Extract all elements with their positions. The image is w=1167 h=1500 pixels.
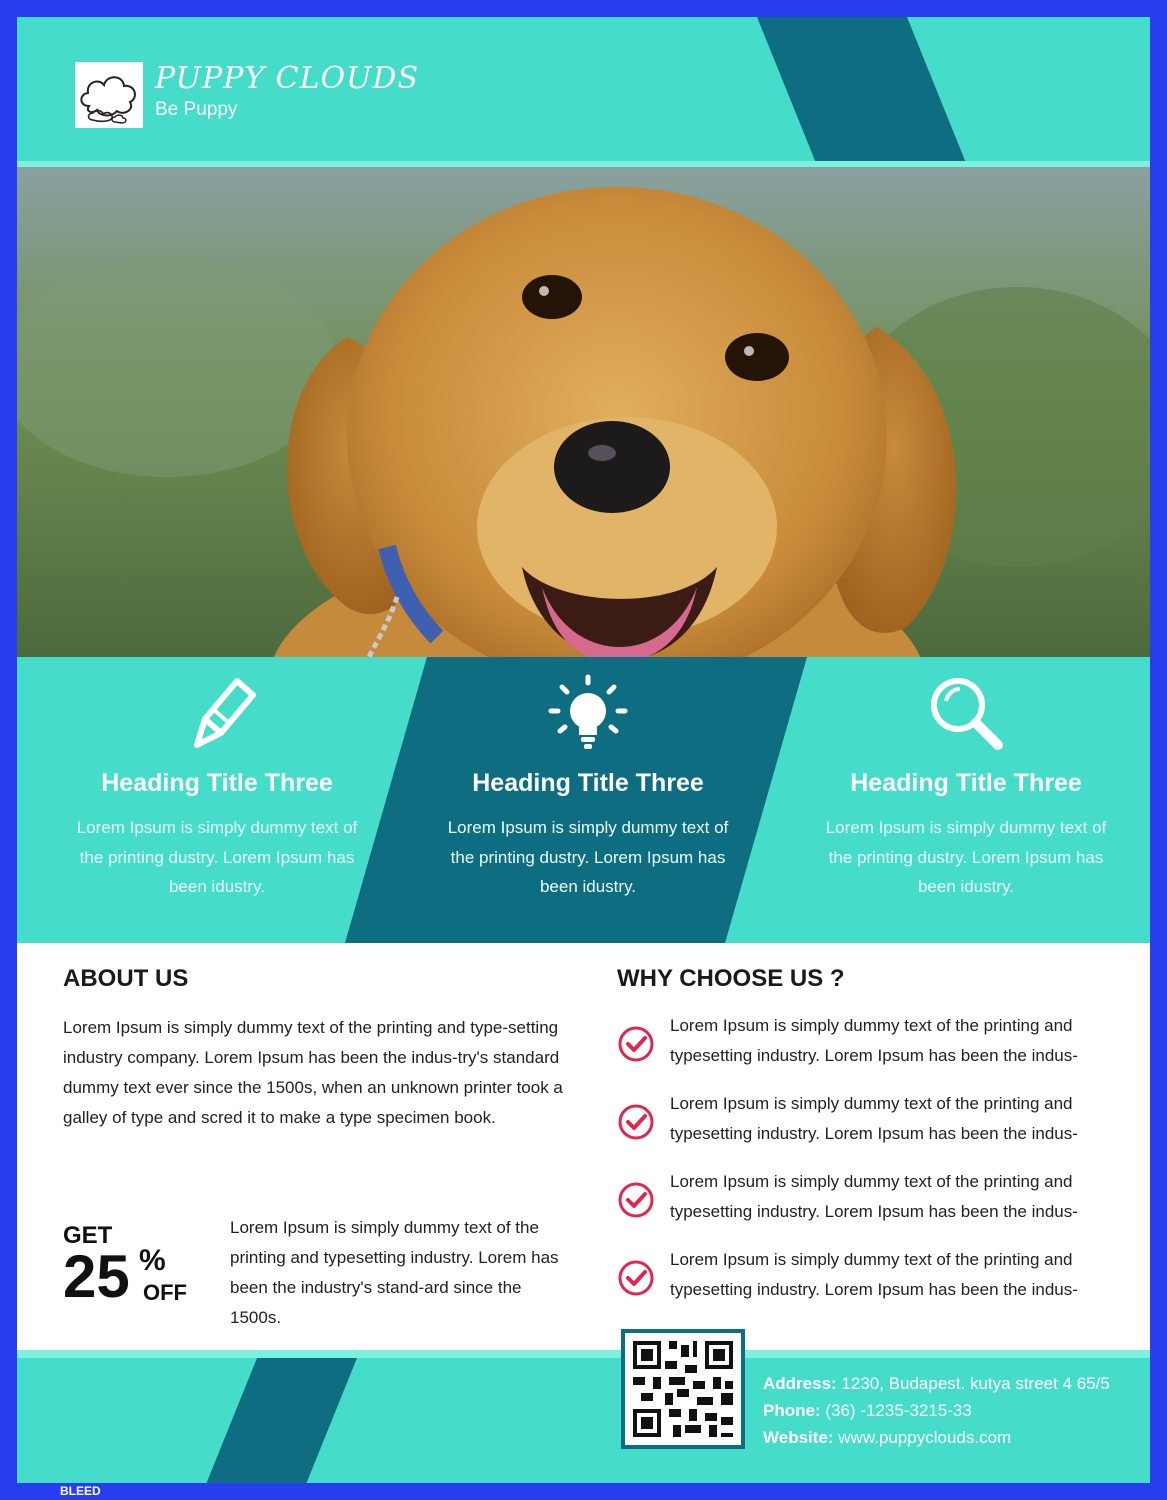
why-item-text: Lorem Ipsum is simply dummy text of the printing and typesetting industry. Lorem Ipsum has been the indus- [670, 1172, 1078, 1221]
why-item [617, 1173, 1127, 1235]
phone-label: Phone: [763, 1401, 821, 1420]
feature-band [17, 657, 1150, 943]
why-item-text: Lorem Ipsum is simply dummy text of the printing and typesetting industry. Lorem Ipsum has been the indus- [670, 1094, 1078, 1143]
check-circle-icon [617, 1181, 655, 1219]
discount-badge [63, 1222, 213, 1322]
contact-info [763, 1370, 1110, 1451]
feature-card [37, 657, 397, 943]
magnifier-icon [926, 673, 1006, 753]
contact-address [763, 1370, 1110, 1397]
feature-title: Heading Title Three [101, 769, 333, 797]
about-text: Lorem Ipsum is simply dummy text of the printing and type-setting industry company. Lorem Ipsum has been the indus-try's standard dummy text ever since the 1500s, when an unknown printer took a galley of type and scred it to make a type specimen book. [63, 1018, 563, 1127]
feature-title: Heading Title Three [472, 769, 704, 797]
check-circle-icon [617, 1259, 655, 1297]
pencil-icon [177, 673, 257, 753]
puppy-photo-icon [17, 167, 1150, 657]
promo-text: Lorem Ipsum is simply dummy text of the printing and typesetting industry. Lorem has been the industry's stand-ard since the 1500s. [230, 1218, 559, 1327]
header [17, 17, 1150, 167]
address-label: Address: [763, 1374, 837, 1393]
website-link[interactable]: www.puppyclouds.com [838, 1428, 1012, 1447]
check-circle-icon [617, 1025, 655, 1063]
footer-line [17, 1350, 1150, 1358]
discount-value: 25 [63, 1243, 130, 1310]
cloud-logo-icon [75, 62, 143, 128]
phone-value[interactable]: (36) -1235-3215-33 [825, 1401, 972, 1420]
feature-text: Lorem Ipsum is simply dummy text of the printing dustry. Lorem Ipsum has been idustry. [825, 818, 1107, 896]
lightbulb-icon [548, 673, 628, 753]
feature-text: Lorem Ipsum is simply dummy text of the printing dustry. Lorem Ipsum has been idustry. [447, 818, 729, 896]
check-circle-icon [617, 1103, 655, 1141]
discount-percent: % [139, 1244, 166, 1277]
header-stripe [757, 17, 965, 161]
footer-stripe [204, 1358, 357, 1483]
bleed-label: BLEED [60, 1484, 101, 1498]
hero-photo [17, 167, 1150, 657]
why-item [617, 1017, 1127, 1079]
brand-tagline: Be Puppy [155, 99, 238, 120]
website-label: Website: [763, 1428, 834, 1447]
feature-card [786, 657, 1146, 943]
qr-code-icon [625, 1333, 741, 1445]
discount-get: GET [63, 1222, 113, 1249]
feature-text: Lorem Ipsum is simply dummy text of the printing dustry. Lorem Ipsum has been idustry. [76, 818, 358, 896]
why-title: WHY CHOOSE US ? [617, 965, 845, 992]
about-title: ABOUT US [63, 965, 189, 992]
why-item-text: Lorem Ipsum is simply dummy text of the printing and typesetting industry. Lorem Ipsum has been the indus- [670, 1250, 1078, 1299]
why-item-text: Lorem Ipsum is simply dummy text of the printing and typesetting industry. Lorem Ipsum has been the indus- [670, 1016, 1078, 1065]
logo [75, 62, 143, 128]
feature-card [408, 657, 768, 943]
qr-code[interactable] [621, 1329, 745, 1449]
discount-off: OFF [143, 1280, 187, 1305]
contact-phone [763, 1397, 1110, 1424]
why-item [617, 1095, 1127, 1157]
why-item [617, 1251, 1127, 1313]
contact-website [763, 1424, 1110, 1451]
brand-name: PUPPY CLOUDS [155, 61, 420, 96]
feature-title: Heading Title Three [850, 769, 1082, 797]
address-value: 1230, Budapest. kutya street 4 65/5 [841, 1374, 1110, 1393]
flyer [17, 17, 1150, 1483]
